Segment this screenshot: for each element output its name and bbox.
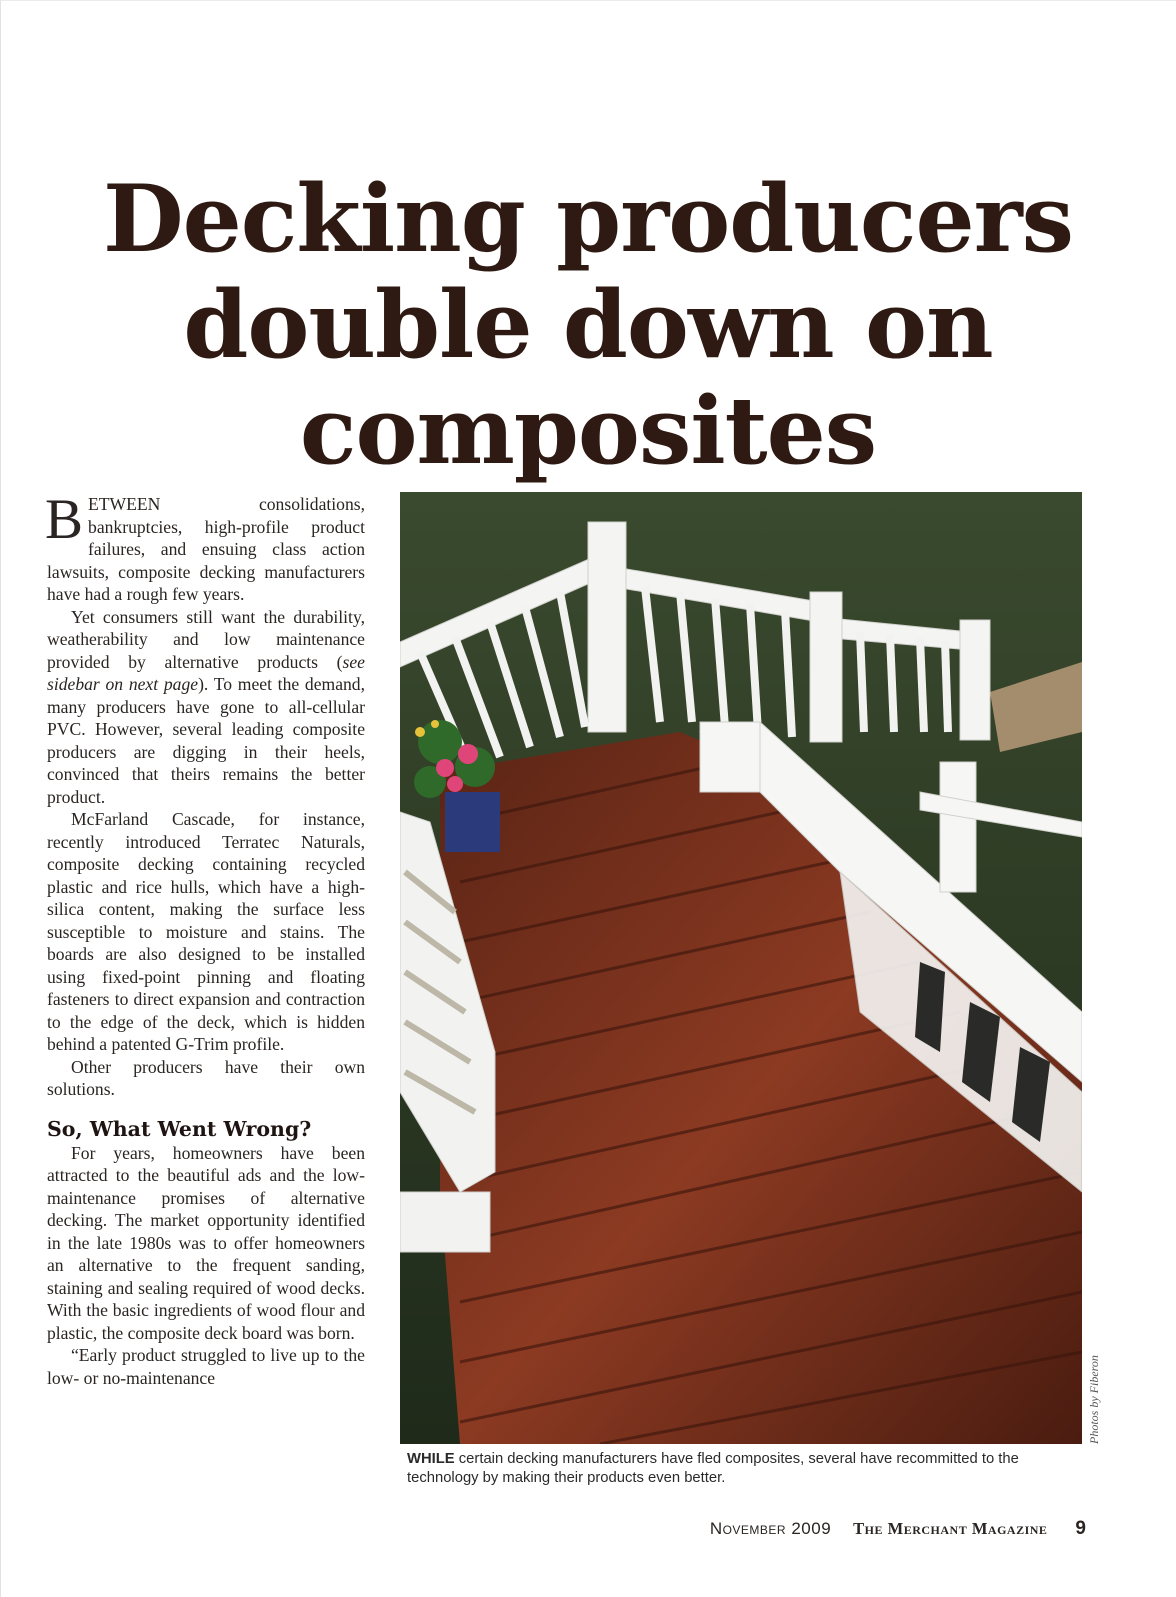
paragraph-5: For years, homeowners have been attracted to the beautiful ads and the low-maintenance promises of alternative decking. The market opportunity identified in the late 1980s was to offer homeowners an alternative to the frequent sanding, staining and sealing required of wood decks. With the basic ingredients of wood flour and plastic, the composite deck board was born. [47,1142,365,1343]
caption-text: certain decking manufacturers have fled composites, several have recommitted to the technology by making their products even better. [407,1451,1019,1486]
drop-cap: B [45,488,84,551]
sidebar-reference: see sidebar on next page [47,651,365,694]
paragraph-6: “Early product struggled to live up to the low- or no-maintenance [47,1345,365,1388]
caption-lead: WHILE [407,1451,455,1467]
paragraph-4: Other producers have their own solutions. [47,1056,365,1099]
article-body [45,488,365,1389]
deck-photo [400,492,1082,1444]
headline: Decking producers double down on composites [102,164,1074,485]
page-footer [710,1518,1086,1540]
paragraph-1 [45,488,365,606]
photo-credit: Photos by Fiberon [1087,1355,1101,1444]
photo-caption [407,1450,1089,1488]
paragraph-2-text-a: Yet consumers still want the durability, weatherability and low maintenance provided by alternative products ( [47,606,365,672]
paragraph-2 [47,606,365,809]
issue-date: November 2009 [709,1519,832,1538]
paragraph-1-text: ETWEEN consolidations, bankruptcies, high-profile product failures, and ensuing class action lawsuits, composite decking manufacturers have had a rough few years. [47,494,365,604]
deck-illustration [400,492,1082,1444]
paragraph-2-text-b: ). To meet the demand, many producers have gone to all-cellular PVC. However, several leading composite producers are digging in their heels, convinced that theirs remains the better product. [47,674,365,807]
section-subhead: So, What Went Wrong? [47,1116,312,1141]
magazine-name: The Merchant Magazine [853,1519,1048,1538]
page-number: 9 [1075,1518,1086,1539]
paragraph-3: McFarland Cascade, for instance, recently introduced Terratec Naturals, composite decking containing recycled plastic and rice hulls, which have a high-silica content, making the surface less susceptible to moisture and stains. The boards are also designed to be installed using fixed-point pinning and floating fasteners to direct expansion and contraction to the edge of the deck, which is hidden behind a patented G-Trim profile. [47,809,365,1054]
